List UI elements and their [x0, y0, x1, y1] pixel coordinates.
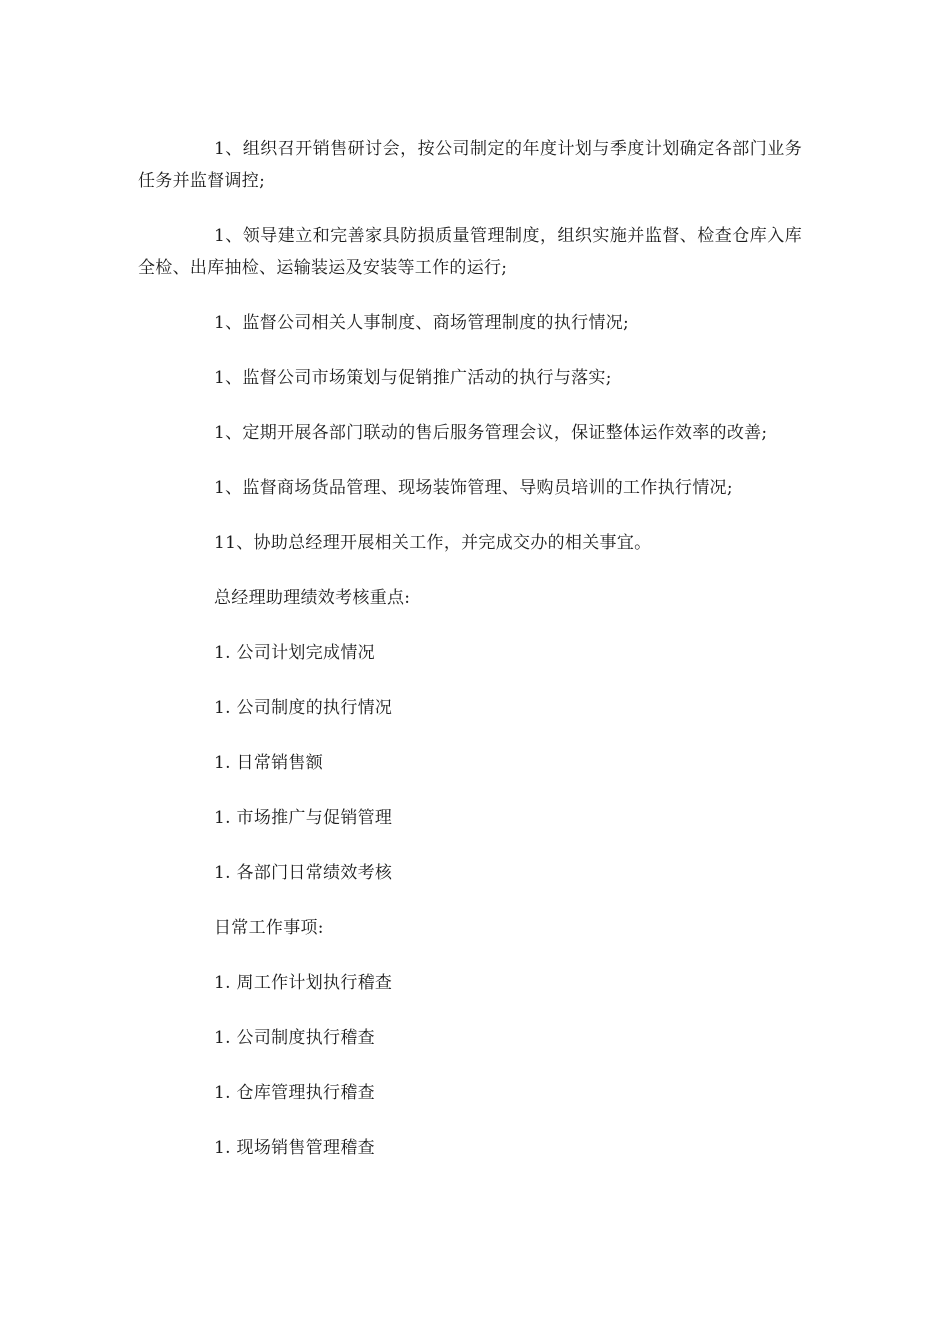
performance-item: 1. 公司计划完成情况 [214, 643, 375, 663]
daily-item: 1. 仓库管理执行稽查 [214, 1083, 375, 1103]
duty-paragraph-7: 11、协助总经理开展相关工作，并完成交办的相关事宜。 [214, 533, 652, 553]
performance-item: 1. 公司制度的执行情况 [214, 698, 393, 718]
document-body [138, 133, 802, 1187]
performance-item: 1. 市场推广与促销管理 [214, 808, 393, 828]
performance-item: 1. 各部门日常绩效考核 [214, 863, 393, 883]
duty-paragraph-1: 1、组织召开销售研讨会，按公司制定的年度计划与季度计划确定各部门业务任务并监督调控; [138, 139, 802, 191]
performance-item: 1. 日常销售额 [214, 753, 324, 773]
duty-paragraph-6: 1、监督商场货品管理、现场装饰管理、导购员培训的工作执行情况; [214, 478, 733, 498]
duty-paragraph-5: 1、定期开展各部门联动的售后服务管理会议，保证整体运作效率的改善; [214, 423, 768, 443]
duty-paragraph-3: 1、监督公司相关人事制度、商场管理制度的执行情况; [214, 313, 630, 333]
daily-item: 1. 周工作计划执行稽查 [214, 973, 393, 993]
performance-heading: 总经理助理绩效考核重点: [214, 588, 411, 608]
daily-item: 1. 现场销售管理稽查 [214, 1138, 375, 1158]
duty-paragraph-2: 1、领导建立和完善家具防损质量管理制度，组织实施并监督、检查仓库入库全检、出库抽检、运输装运及安装等工作的运行; [138, 226, 802, 278]
duty-paragraph-4: 1、监督公司市场策划与促销推广活动的执行与落实; [214, 368, 612, 388]
daily-item: 1. 公司制度执行稽查 [214, 1028, 375, 1048]
daily-heading: 日常工作事项: [214, 918, 324, 938]
